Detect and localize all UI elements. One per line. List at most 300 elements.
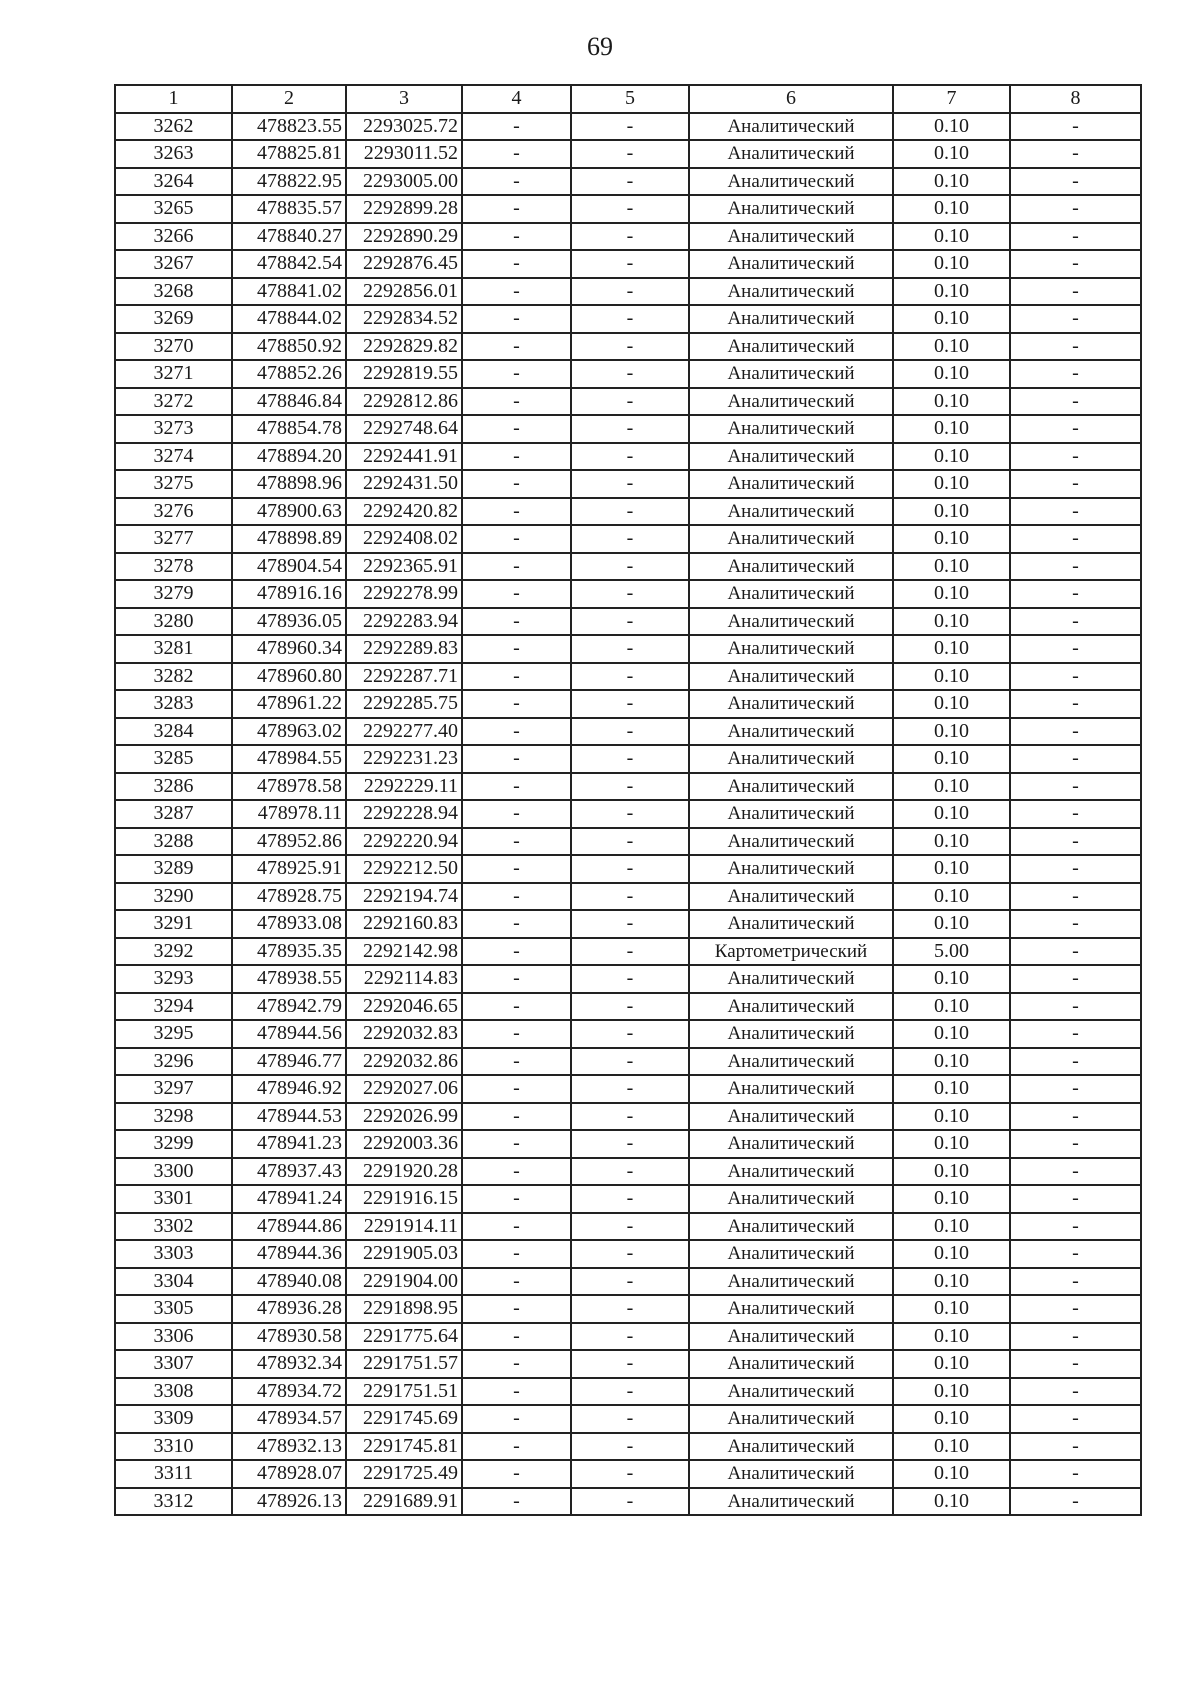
x-coordinate-cell: 478934.57 — [232, 1405, 346, 1433]
method-cell: Аналитический — [689, 718, 893, 746]
accuracy-cell: 0.10 — [893, 1350, 1010, 1378]
column-4-cell: - — [462, 1130, 571, 1158]
accuracy-cell: 0.10 — [893, 250, 1010, 278]
table-row — [115, 360, 1141, 388]
method-cell: Аналитический — [689, 800, 893, 828]
x-coordinate-cell: 478844.02 — [232, 305, 346, 333]
x-coordinate-cell: 478928.07 — [232, 1460, 346, 1488]
column-5-cell: - — [571, 1378, 689, 1406]
y-coordinate-cell: 2291751.57 — [346, 1350, 462, 1378]
column-5-cell: - — [571, 1460, 689, 1488]
method-cell: Аналитический — [689, 1240, 893, 1268]
accuracy-cell: 0.10 — [893, 663, 1010, 691]
accuracy-cell: 0.10 — [893, 525, 1010, 553]
x-coordinate-cell: 478961.22 — [232, 690, 346, 718]
x-coordinate-cell: 478960.80 — [232, 663, 346, 691]
table-row — [115, 690, 1141, 718]
column-8-cell: - — [1010, 1405, 1141, 1433]
column-5-cell: - — [571, 635, 689, 663]
column-8-cell: - — [1010, 250, 1141, 278]
column-5-cell: - — [571, 1240, 689, 1268]
column-4-cell: - — [462, 1075, 571, 1103]
accuracy-cell: 0.10 — [893, 1405, 1010, 1433]
column-4-cell: - — [462, 1295, 571, 1323]
point-number-cell: 3279 — [115, 580, 232, 608]
column-4-cell: - — [462, 1048, 571, 1076]
accuracy-cell: 0.10 — [893, 278, 1010, 306]
accuracy-cell: 0.10 — [893, 800, 1010, 828]
column-header: 6 — [689, 85, 893, 113]
column-8-cell: - — [1010, 718, 1141, 746]
x-coordinate-cell: 478835.57 — [232, 195, 346, 223]
column-5-cell: - — [571, 1268, 689, 1296]
x-coordinate-cell: 478850.92 — [232, 333, 346, 361]
column-8-cell: - — [1010, 443, 1141, 471]
column-5-cell: - — [571, 938, 689, 966]
x-coordinate-cell: 478944.36 — [232, 1240, 346, 1268]
column-5-cell: - — [571, 773, 689, 801]
method-cell: Аналитический — [689, 635, 893, 663]
accuracy-cell: 0.10 — [893, 1295, 1010, 1323]
x-coordinate-cell: 478894.20 — [232, 443, 346, 471]
x-coordinate-cell: 478823.55 — [232, 113, 346, 141]
y-coordinate-cell: 2292365.91 — [346, 553, 462, 581]
point-number-cell: 3281 — [115, 635, 232, 663]
y-coordinate-cell: 2291725.49 — [346, 1460, 462, 1488]
column-5-cell: - — [571, 690, 689, 718]
column-5-cell: - — [571, 1405, 689, 1433]
column-8-cell: - — [1010, 883, 1141, 911]
column-8-cell: - — [1010, 800, 1141, 828]
point-number-cell: 3309 — [115, 1405, 232, 1433]
accuracy-cell: 0.10 — [893, 965, 1010, 993]
method-cell: Аналитический — [689, 1323, 893, 1351]
y-coordinate-cell: 2292819.55 — [346, 360, 462, 388]
y-coordinate-cell: 2292876.45 — [346, 250, 462, 278]
accuracy-cell: 0.10 — [893, 1158, 1010, 1186]
column-8-cell: - — [1010, 938, 1141, 966]
point-number-cell: 3278 — [115, 553, 232, 581]
x-coordinate-cell: 478946.92 — [232, 1075, 346, 1103]
point-number-cell: 3263 — [115, 140, 232, 168]
column-8-cell: - — [1010, 663, 1141, 691]
table-row — [115, 1460, 1141, 1488]
accuracy-cell: 0.10 — [893, 1130, 1010, 1158]
y-coordinate-cell: 2292114.83 — [346, 965, 462, 993]
point-number-cell: 3274 — [115, 443, 232, 471]
column-8-cell: - — [1010, 168, 1141, 196]
column-4-cell: - — [462, 498, 571, 526]
column-5-cell: - — [571, 1075, 689, 1103]
x-coordinate-cell: 478936.05 — [232, 608, 346, 636]
column-5-cell: - — [571, 993, 689, 1021]
x-coordinate-cell: 478933.08 — [232, 910, 346, 938]
table-row — [115, 745, 1141, 773]
method-cell: Аналитический — [689, 993, 893, 1021]
column-4-cell: - — [462, 745, 571, 773]
x-coordinate-cell: 478960.34 — [232, 635, 346, 663]
column-8-cell: - — [1010, 1048, 1141, 1076]
method-cell: Аналитический — [689, 113, 893, 141]
method-cell: Аналитический — [689, 333, 893, 361]
column-4-cell: - — [462, 580, 571, 608]
column-5-cell: - — [571, 1350, 689, 1378]
point-number-cell: 3295 — [115, 1020, 232, 1048]
column-header: 7 — [893, 85, 1010, 113]
column-8-cell: - — [1010, 278, 1141, 306]
method-cell: Аналитический — [689, 1213, 893, 1241]
column-5-cell: - — [571, 828, 689, 856]
column-5-cell: - — [571, 1020, 689, 1048]
column-5-cell: - — [571, 553, 689, 581]
column-4-cell: - — [462, 608, 571, 636]
column-8-cell: - — [1010, 1378, 1141, 1406]
accuracy-cell: 0.10 — [893, 773, 1010, 801]
column-4-cell: - — [462, 1268, 571, 1296]
y-coordinate-cell: 2292027.06 — [346, 1075, 462, 1103]
method-cell: Аналитический — [689, 1378, 893, 1406]
column-4-cell: - — [462, 773, 571, 801]
method-cell: Картометрический — [689, 938, 893, 966]
table-row — [115, 1433, 1141, 1461]
column-8-cell: - — [1010, 140, 1141, 168]
column-4-cell: - — [462, 1158, 571, 1186]
accuracy-cell: 0.10 — [893, 443, 1010, 471]
column-4-cell: - — [462, 1240, 571, 1268]
column-8-cell: - — [1010, 1295, 1141, 1323]
table-row — [115, 1295, 1141, 1323]
column-4-cell: - — [462, 1323, 571, 1351]
method-cell: Аналитический — [689, 168, 893, 196]
page-number: 69 — [587, 32, 613, 61]
method-cell: Аналитический — [689, 305, 893, 333]
column-5-cell: - — [571, 1433, 689, 1461]
x-coordinate-cell: 478941.23 — [232, 1130, 346, 1158]
table-row — [115, 1075, 1141, 1103]
column-5-cell: - — [571, 1103, 689, 1131]
point-number-cell: 3289 — [115, 855, 232, 883]
x-coordinate-cell: 478936.28 — [232, 1295, 346, 1323]
point-number-cell: 3302 — [115, 1213, 232, 1241]
y-coordinate-cell: 2292032.86 — [346, 1048, 462, 1076]
x-coordinate-cell: 478942.79 — [232, 993, 346, 1021]
column-5-cell: - — [571, 415, 689, 443]
table-row — [115, 470, 1141, 498]
y-coordinate-cell: 2292278.99 — [346, 580, 462, 608]
y-coordinate-cell: 2292420.82 — [346, 498, 462, 526]
accuracy-cell: 0.10 — [893, 910, 1010, 938]
accuracy-cell: 0.10 — [893, 498, 1010, 526]
point-number-cell: 3276 — [115, 498, 232, 526]
column-5-cell: - — [571, 360, 689, 388]
x-coordinate-cell: 478937.43 — [232, 1158, 346, 1186]
y-coordinate-cell: 2292890.29 — [346, 223, 462, 251]
column-5-cell: - — [571, 718, 689, 746]
accuracy-cell: 0.10 — [893, 1213, 1010, 1241]
y-coordinate-cell: 2292289.83 — [346, 635, 462, 663]
y-coordinate-cell: 2291898.95 — [346, 1295, 462, 1323]
y-coordinate-cell: 2292228.94 — [346, 800, 462, 828]
column-8-cell: - — [1010, 993, 1141, 1021]
x-coordinate-cell: 478916.16 — [232, 580, 346, 608]
column-header: 2 — [232, 85, 346, 113]
accuracy-cell: 0.10 — [893, 635, 1010, 663]
column-8-cell: - — [1010, 305, 1141, 333]
x-coordinate-cell: 478934.72 — [232, 1378, 346, 1406]
method-cell: Аналитический — [689, 1075, 893, 1103]
y-coordinate-cell: 2292277.40 — [346, 718, 462, 746]
column-4-cell: - — [462, 993, 571, 1021]
accuracy-cell: 0.10 — [893, 1048, 1010, 1076]
y-coordinate-cell: 2291904.00 — [346, 1268, 462, 1296]
column-4-cell: - — [462, 278, 571, 306]
x-coordinate-cell: 478900.63 — [232, 498, 346, 526]
x-coordinate-cell: 478898.96 — [232, 470, 346, 498]
column-8-cell: - — [1010, 1075, 1141, 1103]
column-8-cell: - — [1010, 498, 1141, 526]
y-coordinate-cell: 2292748.64 — [346, 415, 462, 443]
point-number-cell: 3312 — [115, 1488, 232, 1516]
method-cell: Аналитический — [689, 745, 893, 773]
accuracy-cell: 0.10 — [893, 113, 1010, 141]
y-coordinate-cell: 2291914.11 — [346, 1213, 462, 1241]
column-header: 1 — [115, 85, 232, 113]
column-4-cell: - — [462, 910, 571, 938]
point-number-cell: 3299 — [115, 1130, 232, 1158]
column-8-cell: - — [1010, 855, 1141, 883]
x-coordinate-cell: 478938.55 — [232, 965, 346, 993]
x-coordinate-cell: 478841.02 — [232, 278, 346, 306]
table-row — [115, 1213, 1141, 1241]
column-5-cell: - — [571, 223, 689, 251]
column-5-cell: - — [571, 1323, 689, 1351]
column-8-cell: - — [1010, 388, 1141, 416]
table-row — [115, 773, 1141, 801]
y-coordinate-cell: 2292285.75 — [346, 690, 462, 718]
x-coordinate-cell: 478944.56 — [232, 1020, 346, 1048]
column-5-cell: - — [571, 580, 689, 608]
y-coordinate-cell: 2292229.11 — [346, 773, 462, 801]
method-cell: Аналитический — [689, 690, 893, 718]
method-cell: Аналитический — [689, 470, 893, 498]
table-row — [115, 828, 1141, 856]
accuracy-cell: 0.10 — [893, 1185, 1010, 1213]
y-coordinate-cell: 2292220.94 — [346, 828, 462, 856]
column-4-cell: - — [462, 1460, 571, 1488]
column-4-cell: - — [462, 250, 571, 278]
column-5-cell: - — [571, 278, 689, 306]
table-row — [115, 250, 1141, 278]
method-cell: Аналитический — [689, 223, 893, 251]
column-5-cell: - — [571, 470, 689, 498]
column-8-cell: - — [1010, 223, 1141, 251]
method-cell: Аналитический — [689, 1488, 893, 1516]
x-coordinate-cell: 478984.55 — [232, 745, 346, 773]
point-number-cell: 3265 — [115, 195, 232, 223]
y-coordinate-cell: 2292899.28 — [346, 195, 462, 223]
table-row — [115, 278, 1141, 306]
table-row — [115, 855, 1141, 883]
point-number-cell: 3280 — [115, 608, 232, 636]
column-8-cell: - — [1010, 690, 1141, 718]
column-8-cell: - — [1010, 1268, 1141, 1296]
column-4-cell: - — [462, 113, 571, 141]
table-row — [115, 1268, 1141, 1296]
accuracy-cell: 0.10 — [893, 828, 1010, 856]
y-coordinate-cell: 2292160.83 — [346, 910, 462, 938]
point-number-cell: 3271 — [115, 360, 232, 388]
table-body — [115, 113, 1141, 1516]
table-row — [115, 1323, 1141, 1351]
column-4-cell: - — [462, 360, 571, 388]
y-coordinate-cell: 2292142.98 — [346, 938, 462, 966]
column-4-cell: - — [462, 140, 571, 168]
column-8-cell: - — [1010, 415, 1141, 443]
point-number-cell: 3298 — [115, 1103, 232, 1131]
column-4-cell: - — [462, 828, 571, 856]
y-coordinate-cell: 2292032.83 — [346, 1020, 462, 1048]
column-4-cell: - — [462, 1213, 571, 1241]
column-5-cell: - — [571, 1488, 689, 1516]
x-coordinate-cell: 478946.77 — [232, 1048, 346, 1076]
x-coordinate-cell: 478842.54 — [232, 250, 346, 278]
column-4-cell: - — [462, 938, 571, 966]
y-coordinate-cell: 2291920.28 — [346, 1158, 462, 1186]
point-number-cell: 3275 — [115, 470, 232, 498]
column-8-cell: - — [1010, 1433, 1141, 1461]
accuracy-cell: 0.10 — [893, 608, 1010, 636]
point-number-cell: 3284 — [115, 718, 232, 746]
accuracy-cell: 0.10 — [893, 553, 1010, 581]
y-coordinate-cell: 2292283.94 — [346, 608, 462, 636]
column-5-cell: - — [571, 663, 689, 691]
column-5-cell: - — [571, 1048, 689, 1076]
table-row — [115, 1405, 1141, 1433]
table-row — [115, 498, 1141, 526]
table-row — [115, 1048, 1141, 1076]
column-5-cell: - — [571, 745, 689, 773]
method-cell: Аналитический — [689, 140, 893, 168]
column-header: 3 — [346, 85, 462, 113]
x-coordinate-cell: 478840.27 — [232, 223, 346, 251]
column-5-cell: - — [571, 800, 689, 828]
x-coordinate-cell: 478944.86 — [232, 1213, 346, 1241]
column-5-cell: - — [571, 498, 689, 526]
column-4-cell: - — [462, 1378, 571, 1406]
column-8-cell: - — [1010, 773, 1141, 801]
column-4-cell: - — [462, 333, 571, 361]
method-cell: Аналитический — [689, 828, 893, 856]
column-8-cell: - — [1010, 1020, 1141, 1048]
table-row — [115, 883, 1141, 911]
table-row — [115, 333, 1141, 361]
column-5-cell: - — [571, 855, 689, 883]
y-coordinate-cell: 2292812.86 — [346, 388, 462, 416]
column-header: 5 — [571, 85, 689, 113]
method-cell: Аналитический — [689, 553, 893, 581]
table-row — [115, 1158, 1141, 1186]
point-number-cell: 3273 — [115, 415, 232, 443]
point-number-cell: 3301 — [115, 1185, 232, 1213]
accuracy-cell: 0.10 — [893, 470, 1010, 498]
accuracy-cell: 0.10 — [893, 1020, 1010, 1048]
method-cell: Аналитический — [689, 1048, 893, 1076]
column-4-cell: - — [462, 690, 571, 718]
column-4-cell: - — [462, 223, 571, 251]
table-row — [115, 663, 1141, 691]
point-number-cell: 3272 — [115, 388, 232, 416]
point-number-cell: 3305 — [115, 1295, 232, 1323]
method-cell: Аналитический — [689, 608, 893, 636]
x-coordinate-cell: 478822.95 — [232, 168, 346, 196]
y-coordinate-cell: 2291751.51 — [346, 1378, 462, 1406]
point-number-cell: 3269 — [115, 305, 232, 333]
point-number-cell: 3288 — [115, 828, 232, 856]
accuracy-cell: 5.00 — [893, 938, 1010, 966]
column-5-cell: - — [571, 113, 689, 141]
x-coordinate-cell: 478935.35 — [232, 938, 346, 966]
x-coordinate-cell: 478846.84 — [232, 388, 346, 416]
method-cell: Аналитический — [689, 525, 893, 553]
accuracy-cell: 0.10 — [893, 140, 1010, 168]
column-4-cell: - — [462, 718, 571, 746]
y-coordinate-cell: 2292212.50 — [346, 855, 462, 883]
column-4-cell: - — [462, 1185, 571, 1213]
table-row — [115, 1350, 1141, 1378]
column-4-cell: - — [462, 415, 571, 443]
point-number-cell: 3262 — [115, 113, 232, 141]
column-8-cell: - — [1010, 1323, 1141, 1351]
point-number-cell: 3310 — [115, 1433, 232, 1461]
column-5-cell: - — [571, 1158, 689, 1186]
column-header: 4 — [462, 85, 571, 113]
column-8-cell: - — [1010, 635, 1141, 663]
table-row — [115, 1240, 1141, 1268]
table-row — [115, 1378, 1141, 1406]
accuracy-cell: 0.10 — [893, 168, 1010, 196]
column-4-cell: - — [462, 965, 571, 993]
y-coordinate-cell: 2292441.91 — [346, 443, 462, 471]
y-coordinate-cell: 2292231.23 — [346, 745, 462, 773]
point-number-cell: 3304 — [115, 1268, 232, 1296]
accuracy-cell: 0.10 — [893, 333, 1010, 361]
accuracy-cell: 0.10 — [893, 415, 1010, 443]
column-4-cell: - — [462, 443, 571, 471]
accuracy-cell: 0.10 — [893, 195, 1010, 223]
x-coordinate-cell: 478854.78 — [232, 415, 346, 443]
column-4-cell: - — [462, 195, 571, 223]
accuracy-cell: 0.10 — [893, 223, 1010, 251]
table-row — [115, 910, 1141, 938]
method-cell: Аналитический — [689, 773, 893, 801]
header-row — [115, 85, 1141, 113]
y-coordinate-cell: 2292856.01 — [346, 278, 462, 306]
x-coordinate-cell: 478978.11 — [232, 800, 346, 828]
column-5-cell: - — [571, 168, 689, 196]
method-cell: Аналитический — [689, 1433, 893, 1461]
table-row — [115, 140, 1141, 168]
column-8-cell: - — [1010, 470, 1141, 498]
method-cell: Аналитический — [689, 1460, 893, 1488]
point-number-cell: 3306 — [115, 1323, 232, 1351]
column-8-cell: - — [1010, 965, 1141, 993]
point-number-cell: 3292 — [115, 938, 232, 966]
y-coordinate-cell: 2292003.36 — [346, 1130, 462, 1158]
column-8-cell: - — [1010, 745, 1141, 773]
point-number-cell: 3293 — [115, 965, 232, 993]
table-row — [115, 938, 1141, 966]
column-8-cell: - — [1010, 1213, 1141, 1241]
